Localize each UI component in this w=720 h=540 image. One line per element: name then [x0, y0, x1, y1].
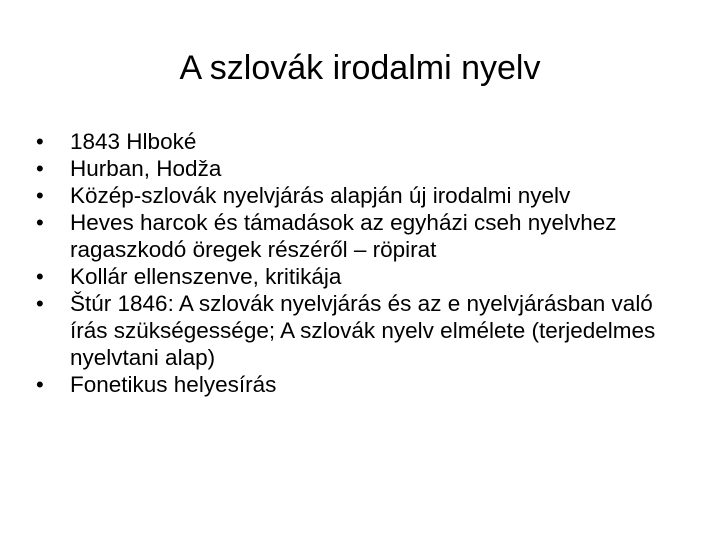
- bullet-text: Kollár ellenszenve, kritikája: [70, 264, 342, 289]
- bullet-item: [36, 155, 696, 182]
- bullet-item: [36, 128, 696, 155]
- bullet-icon: •: [36, 129, 44, 154]
- bullet-item: [36, 263, 696, 290]
- bullet-list: [36, 128, 696, 398]
- slide-title: A szlovák irodalmi nyelv: [179, 49, 541, 87]
- bullet-icon: •: [36, 264, 44, 289]
- bullet-icon: •: [36, 210, 44, 235]
- bullet-text: Heves harcok és támadások az egyházi cseh nyelvhez ragaszkodó öregek részéről – röpirat: [70, 210, 617, 262]
- bullet-text: Štúr 1846: A szlovák nyelvjárás és az e nyelvjárásban való írás szükségessége; A szlovák nyelv elmélete (terjedelmes nyelvtani alap): [70, 291, 656, 370]
- bullet-text: Fonetikus helyesírás: [70, 372, 277, 397]
- bullet-item: [36, 290, 696, 371]
- bullet-item: [36, 182, 696, 209]
- bullet-text: Hurban, Hodža: [70, 156, 222, 181]
- bullet-icon: •: [36, 291, 44, 316]
- bullet-icon: •: [36, 372, 44, 397]
- bullet-text: 1843 Hlboké: [70, 129, 197, 154]
- bullet-icon: •: [36, 156, 44, 181]
- bullet-text: Közép-szlovák nyelvjárás alapján új irodalmi nyelv: [70, 183, 571, 208]
- bullet-item: [36, 371, 696, 398]
- bullet-item: [36, 209, 696, 263]
- bullet-icon: •: [36, 183, 44, 208]
